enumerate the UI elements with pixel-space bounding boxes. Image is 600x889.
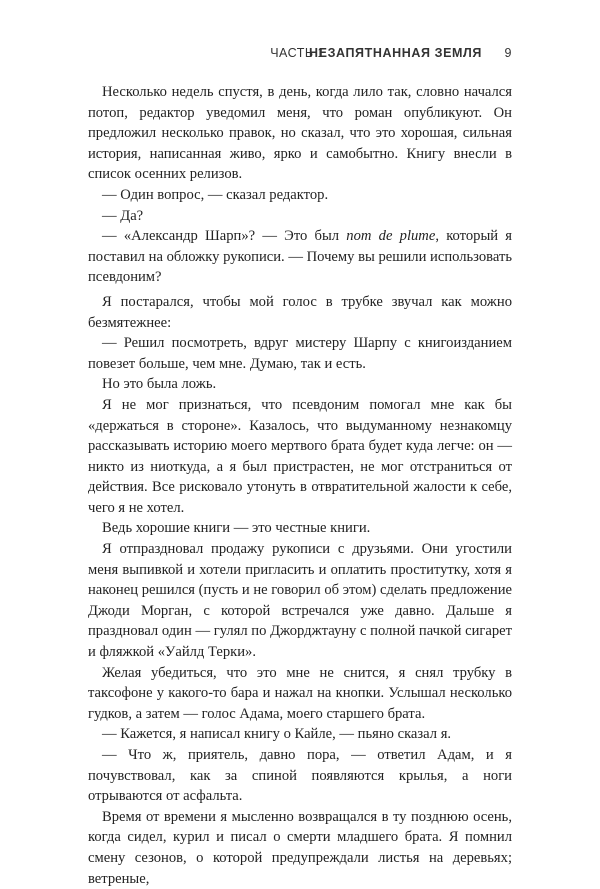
- paragraph: Я не мог признаться, что псевдоним помогал мне как бы «держаться в стороне». Казалось, что выдуманному незнакомцу рассказывать историю моего мертвого брата будет куда легче: он — никто из ниоткуда, а я был пристрастен, не мог отстраниться от действия. Все рисковало утонуть в отвратительной жалости к себе, чего я не хотел.: [88, 396, 512, 516]
- paragraph: Несколько недель спустя, в день, когда лило так, словно начался потоп, редактор уведомил меня, что роман опубликуют. Он предложил несколько правок, но сказал, что это хорошая, сильная история, написанная живо, ярко и самобытно. Книгу внесли в список осенних релизов.: [88, 84, 512, 183]
- paragraph: — Что ж, приятель, давно пора, — ответил Адам, и я почувствовал, как за спиной появляются крылья, а ноги отрываются от асфальта.: [88, 747, 512, 805]
- header-part-label: ЧАСТЬ 1: [270, 46, 325, 60]
- paragraph: — Да?: [102, 207, 144, 224]
- paragraph: Но это была ложь.: [102, 376, 217, 393]
- paragraph: — Один вопрос, — сказал редактор.: [102, 186, 329, 203]
- italic-phrase: nom de plume: [346, 228, 436, 245]
- running-header: [0, 46, 600, 66]
- page-number: 9: [504, 46, 512, 60]
- paragraph: — Кажется, я написал книгу о Кайле, — пьяно сказал я.: [102, 726, 452, 743]
- paragraph: — Решил посмотреть, вдруг мистеру Шарпу с книгоизданием повезет больше, чем мне. Думаю, так и есть.: [88, 335, 512, 372]
- body-text: [88, 78, 512, 889]
- paragraph: Ведь хорошие книги — это честные книги.: [102, 520, 371, 537]
- paragraph: Желая убедиться, что это мне не снится, я снял трубку в таксофоне у какого-то бара и нажал на кнопки. Услышал несколько гудков, а затем — голос Адама, моего старшего брата.: [88, 664, 512, 722]
- paragraph: [88, 226, 512, 288]
- paragraph: Я постарался, чтобы мой голос в трубке звучал как можно безмятежнее:: [88, 293, 512, 331]
- header-chapter-title: НЕЗАПЯТНАННАЯ ЗЕМЛЯ: [309, 46, 482, 60]
- paragraph-text: , который я поставил на обложку рукописи. — Почему вы решили использовать псевдоним?: [88, 228, 512, 286]
- paragraph: Я отпраздновал продажу рукописи с друзьями. Они угостили меня выпивкой и хотели пригласить и оплатить проститутку, хотя я наконец решился (пусть и не говорил об этом) сделать предложение Джоди Морган, с которой встречался уже давно. Дальше я праздновал один — гулял по Джорджтауну с полной пачкой сигарет и фляжкой «Уайлд Терки».: [88, 541, 512, 661]
- paragraph: Время от времени я мысленно возвращался в ту позднюю осень, когда сидел, курил и писал о смерти младшего брата. Я помнил смену сезонов, о которой предупреждали листья на деревьях; ветреные,: [88, 808, 512, 887]
- paragraph-text: — «Александр Шарп»? — Это был: [102, 228, 347, 245]
